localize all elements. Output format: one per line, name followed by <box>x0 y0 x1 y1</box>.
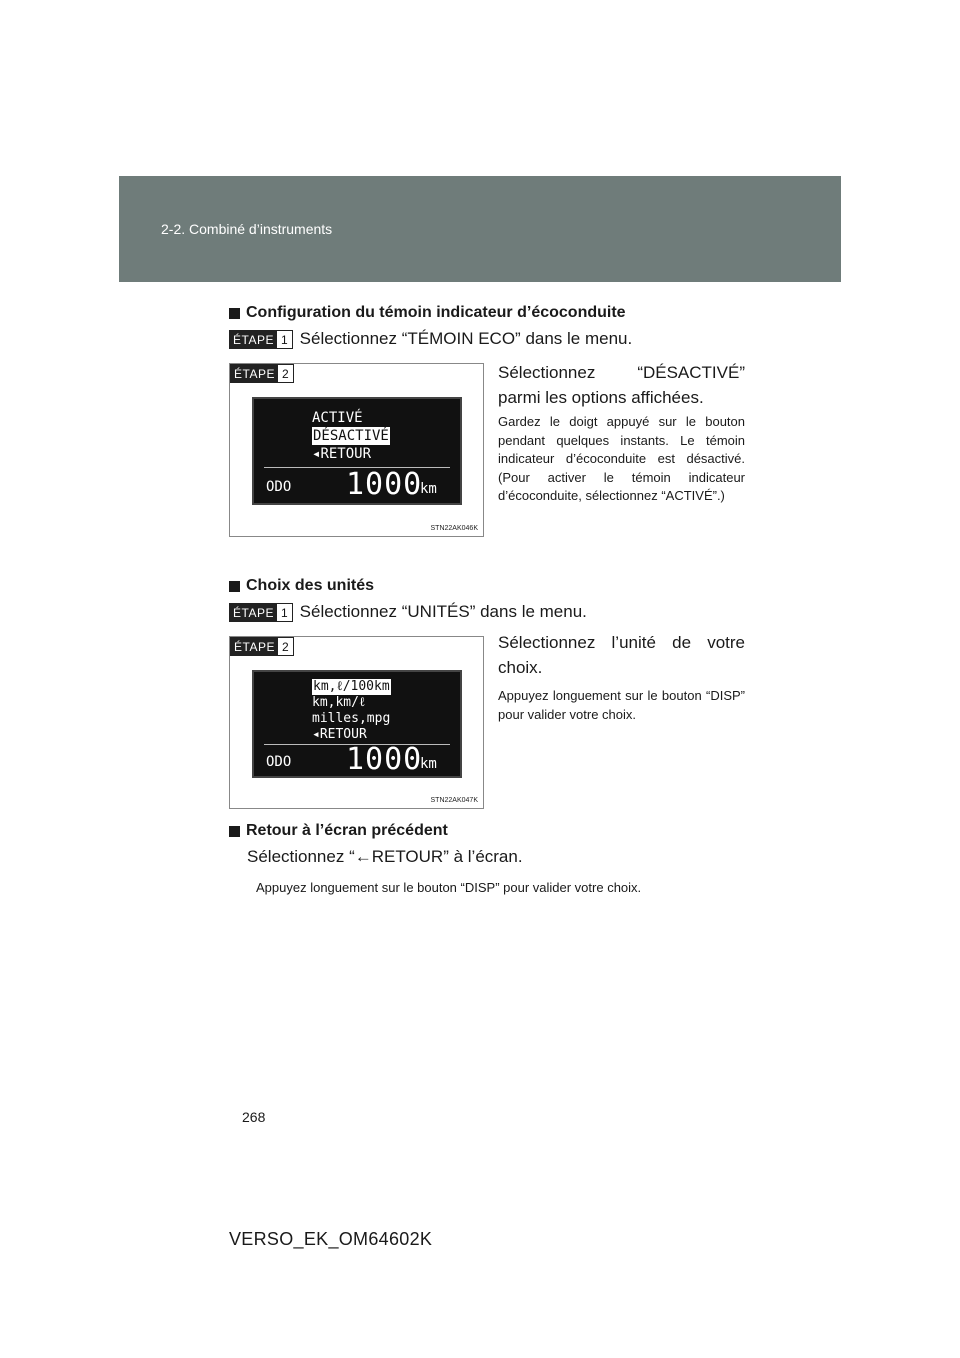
square-bullet-icon <box>229 826 240 837</box>
odo-unit: km <box>420 481 437 497</box>
step-2-text-units: Sélectionnez l’unité de votre choix. <box>498 633 745 677</box>
square-bullet-icon <box>229 581 240 592</box>
step-badge: ÉTAPE 2 <box>230 364 294 383</box>
display-figure-eco <box>229 363 484 537</box>
figure-code: STN22AK046K <box>430 525 478 532</box>
section-title-eco: Configuration du témoin indicateur d’écoconduite <box>229 304 626 322</box>
figure-code: STN22AK047K <box>430 797 478 804</box>
section-title-return: Retour à l’écran précédent <box>229 822 448 840</box>
odo-unit: km <box>420 756 437 772</box>
menu-option-active: ACTIVÉ <box>312 410 363 426</box>
odo-label: ODO <box>266 479 292 495</box>
step-text: Sélectionnez “UNITÉS” dans le menu. <box>299 602 587 621</box>
odo-value: 1000 <box>346 467 423 502</box>
step-text: Sélectionnez “TÉMOIN ECO” dans le menu. <box>299 329 633 348</box>
instrument-screen <box>252 397 462 505</box>
header-section-title: 2-2. Combiné d’instruments <box>161 221 333 237</box>
step-2-text-eco: Sélectionnez “DÉSACTIVÉ” parmi les options affichées. <box>498 363 745 407</box>
return-note: Appuyez longuement sur le bouton “DISP” pour valider votre choix. <box>256 880 642 895</box>
step-badge: ÉTAPE 1 <box>229 330 293 349</box>
return-text: Sélectionnez “←RETOUR” à l’écran. <box>247 847 523 866</box>
step-1-units <box>229 602 587 622</box>
step-2-note-units: Appuyez longuement sur le bouton “DISP” pour valider votre choix. <box>498 688 745 722</box>
step-badge: ÉTAPE 1 <box>229 603 293 622</box>
menu-list <box>312 679 391 743</box>
return-arrow-icon: ◂ <box>312 446 321 462</box>
step-2-note-eco: Gardez le doigt appuyé sur le bouton pendant quelques instants. Le témoin indicateur d’écoconduite est désactivé. (Pour activer le témoin indicateur d’écoconduite, sélectionnez “ACTIVÉ”.) <box>498 414 745 503</box>
menu-option-km-km-l: km,km/ℓ <box>312 695 366 710</box>
menu-option-inactive-selected: DÉSACTIVÉ <box>313 428 389 444</box>
menu-option-km-l-100km-selected: km,ℓ/100km <box>313 679 390 694</box>
menu-option-miles-mpg: milles,mpg <box>312 711 391 726</box>
odo-value: 1000 <box>346 742 423 777</box>
step-1-eco <box>229 329 632 349</box>
instrument-screen <box>252 670 462 778</box>
display-figure-units <box>229 636 484 809</box>
section-title-units: Choix des unités <box>229 577 374 595</box>
odo-label: ODO <box>266 754 292 770</box>
page-number: 268 <box>242 1109 266 1125</box>
return-arrow-icon: ◂ <box>312 727 320 742</box>
square-bullet-icon <box>229 308 240 319</box>
menu-list <box>312 409 390 463</box>
step-badge: ÉTAPE 2 <box>230 637 294 656</box>
page-header <box>119 176 841 282</box>
menu-option-return: ◂RETOUR <box>312 727 367 742</box>
menu-option-return: ◂RETOUR <box>312 446 372 462</box>
document-code: VERSO_EK_OM64602K <box>229 1229 433 1249</box>
